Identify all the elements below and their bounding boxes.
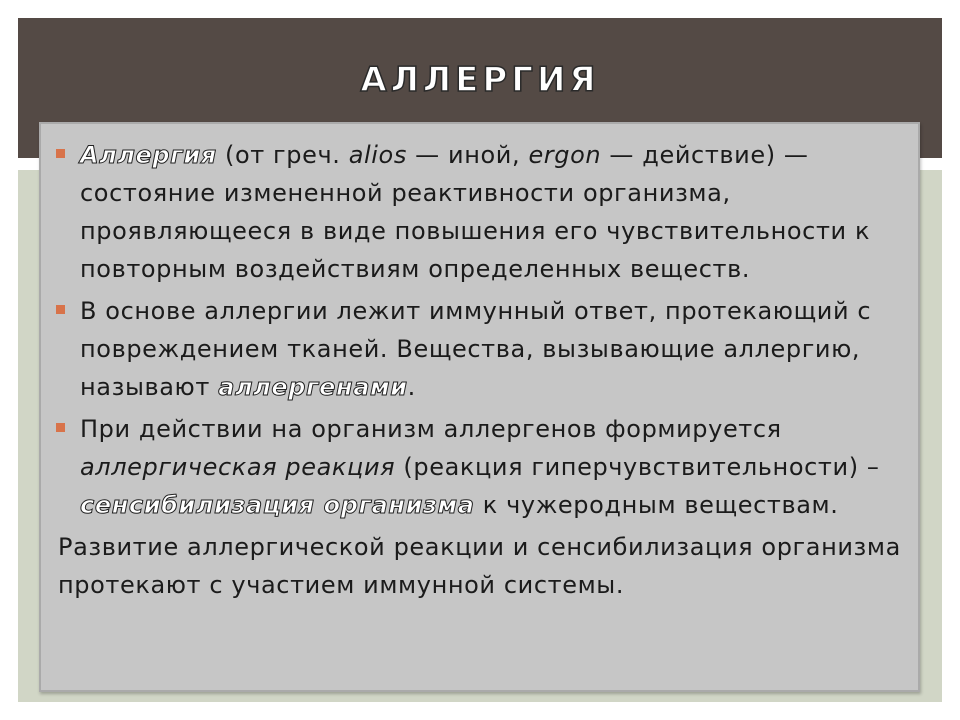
greek-word-alios: alios <box>348 141 407 169</box>
bullet-text: (от греч. <box>216 141 349 169</box>
square-bullet-icon <box>56 305 65 314</box>
bullet-text: к чужеродным веществам. <box>474 491 839 519</box>
bullet-text: . <box>407 373 416 401</box>
term-allergic-reaction: аллергическая реакция <box>80 453 396 481</box>
bullet-item-reaction <box>54 410 914 524</box>
closing-paragraph: Развитие аллергической реакции и сенсибилизация организма протекают с участием иммунной системы. <box>58 533 901 599</box>
term-allergens: аллергенами <box>218 373 408 401</box>
bullet-text: При действии на организм аллергенов формируется <box>80 415 782 443</box>
bullet-text: (реакция гиперчувствительности) – <box>395 453 880 481</box>
bullet-text: — действие) — состояние измененной реактивности организма, проявляющееся в виде повышения его чувствительности к повторным воздействиям определенных веществ. <box>80 141 871 283</box>
term-sensitization: сенсибилизация организма <box>80 491 475 519</box>
bullet-text: — иной, <box>406 141 529 169</box>
slide-title: АЛЛЕРГИЯ <box>360 60 600 100</box>
bullet-item-definition <box>54 136 914 288</box>
bullet-text: В основе аллергии лежит иммунный ответ, протекающий с повреждением тканей. Вещества, вызывающие аллергию, называют <box>80 297 872 401</box>
square-bullet-icon <box>56 423 65 432</box>
greek-word-ergon: ergon <box>528 141 602 169</box>
square-bullet-icon <box>56 149 65 158</box>
bullet-item-immune-response <box>54 292 914 406</box>
term-allergy: Аллергия <box>80 141 217 169</box>
slide-content <box>54 136 914 604</box>
